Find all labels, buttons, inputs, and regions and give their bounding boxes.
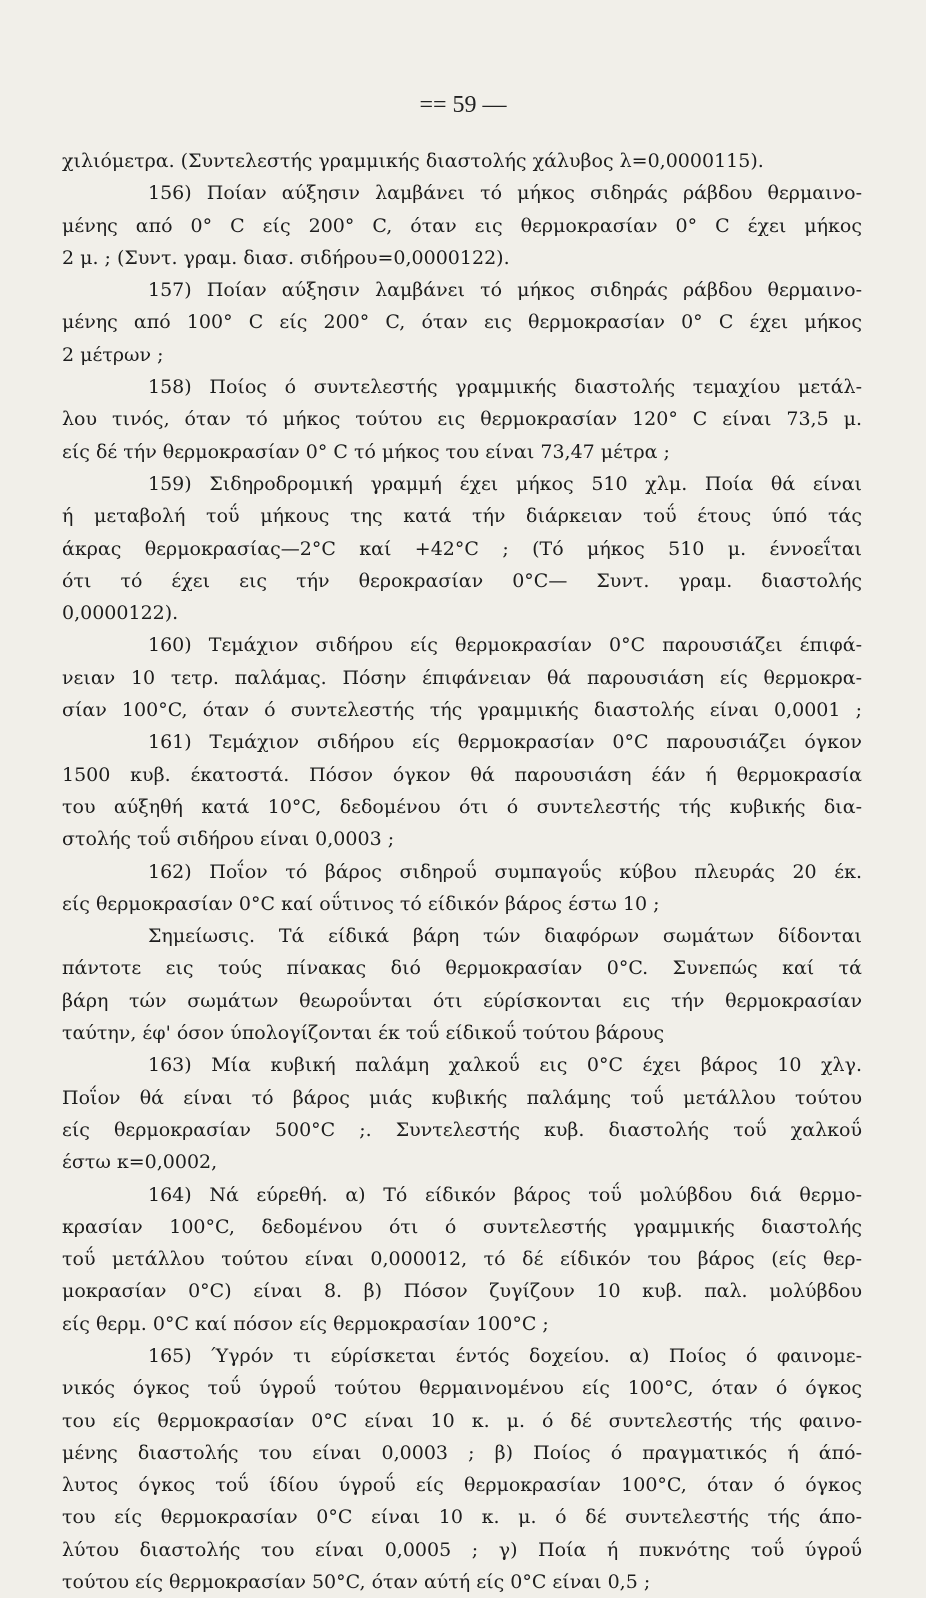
text-line: είς δέ τήν θερμοκρασίαν 0° C τό μήκος του είναι 73,47 μέτρα ;: [62, 440, 670, 463]
text-line: νειαν 10 τετρ. παλάμας. Πόσην έπιφάνειαν θά παρουσιάση είς θερμοκρα-: [62, 666, 862, 689]
text-line: 2 μέτρων ;: [62, 343, 164, 366]
text-line: 162) Ποΐον τό βάρος σιδηροΰ συμπαγοΰς κύβου πλευράς 20 έκ.: [148, 860, 862, 883]
text-line: έστω κ=0,0002,: [62, 1151, 218, 1174]
text-line: 158) Ποίος ό συντελεστής γραμμικής διαστολής τεμαχίου μετάλ-: [148, 376, 862, 399]
text-line: Ποΐον θά είναι τό βάρος μιάς κυβικής παλάμης τοΰ μετάλλου τούτου: [62, 1086, 862, 1109]
text-line: βάρη τών σωμάτων θεωροΰνται ότι εύρίσκονται εις τήν θερμοκρασίαν: [62, 989, 862, 1012]
text-line: 157) Ποίαν αύξησιν λαμβάνει τό μήκος σιδηράς ράβδου θερμαινο-: [148, 279, 862, 302]
page-number: == 59 —: [419, 92, 507, 118]
text-line: άκρας θερμοκρασίας—2°C καί +42°C ; (Τό μήκος 510 μ. έννοεΐται: [62, 537, 862, 560]
text-line: 161) Τεμάχιον σιδήρου είς θερμοκρασίαν 0°C παρουσιάζει όγκον: [148, 731, 862, 754]
text-line: 2 μ. ; (Συντ. γραμ. διασ. σιδήρου=0,0000122).: [62, 246, 510, 269]
text-line: 164) Νά εύρεθή. α) Τό είδικόν βάρος τοΰ μολύβδου διά θερμο-: [148, 1183, 862, 1206]
text-line: είς θερμοκρασίαν 500°C ;. Συντελεστής κυβ. διαστολής τοΰ χαλκοΰ: [62, 1118, 862, 1141]
text-line: του είς θερμοκρασίαν 0°C είναι 10 κ. μ. ό δέ συντελεστής τής φαινο-: [62, 1409, 862, 1432]
text-line: Σημείωσις. Τά είδικά βάρη τών διαφόρων σωμάτων δίδονται: [148, 925, 862, 948]
text-line: είς θερμοκρασίαν 0°C καί οΰτινος τό είδικόν βάρος έστω 10 ;: [62, 892, 660, 915]
text-line: 160) Τεμάχιον σιδήρου είς θερμοκρασίαν 0°C παρουσιάζει έπιφά-: [148, 634, 862, 657]
text-line: τούτου είς θερμοκρασίαν 50°C, όταν αύτή είς 0°C είναι 0,5 ;: [62, 1571, 651, 1594]
text-line: τοΰ μετάλλου τούτου είναι 0,000012, τό δέ είδικόν του βάρος (είς θερ-: [62, 1248, 862, 1271]
text-line: μένης διαστολής του είναι 0,0003 ; β) Ποίος ό πραγματικός ή άπό-: [62, 1441, 862, 1464]
text-line: 159) Σιδηροδρομική γραμμή έχει μήκος 510 χλμ. Ποία θά είναι: [148, 472, 862, 495]
text-line: λου τινός, όταν τό μήκος τούτου εις θερμοκρασίαν 120° C είναι 73,5 μ.: [62, 408, 862, 431]
text-line: νικός όγκος τοΰ ύγροΰ τούτου θερμαινομένου είς 100°C, όταν ό όγκος: [62, 1377, 862, 1400]
text-line: 1500 κυβ. έκατοστά. Πόσον όγκον θά παρουσιάση έάν ή θερμοκρασία: [62, 763, 862, 786]
text-line: ταύτην, έφ' όσον ύπολογίζονται έκ τοΰ είδικοΰ τούτου βάρους: [62, 1022, 665, 1045]
text-line: πάντοτε εις τούς πίνακας διό θερμοκρασίαν 0°C. Συνεπώς καί τά: [62, 957, 862, 980]
text-line: 163) Μία κυβική παλάμη χαλκοΰ εις 0°C έχει βάρος 10 χλγ.: [148, 1054, 862, 1077]
text-line: κρασίαν 100°C, δεδομένου ότι ό συντελεστής γραμμικής διαστολής: [62, 1215, 862, 1238]
text-line: 0,0000122).: [62, 602, 179, 625]
text-line: σίαν 100°C, όταν ό συντελεστής τής γραμμικής διαστολής είναι 0,0001 ;: [62, 699, 862, 722]
text-line: του είς θερμοκρασίαν 0°C είναι 10 κ. μ. ό δέ συντελεστής τής άπο-: [62, 1506, 862, 1529]
text-line: μοκρασίαν 0°C) είναι 8. β) Πόσον ζυγίζουν 10 κυβ. παλ. μολύβδου: [62, 1280, 862, 1303]
text-line: 165) Ύγρόν τι εύρίσκεται έντός δοχείου. α) Ποίος ό φαινομε-: [148, 1344, 862, 1367]
text-line: λυτος όγκος τοΰ ίδίου ύγροΰ είς θερμοκρασίαν 100°C, όταν ό όγκος: [62, 1474, 862, 1497]
text-line: του αύξηθή κατά 10°C, δεδομένου ότι ό συντελεστής τής κυβικής δια-: [62, 795, 862, 818]
text-line: χιλιόμετρα. (Συντελεστής γραμμικής διαστολής χάλυβος λ=0,0000115).: [62, 150, 764, 172]
text-line: στολής τοΰ σιδήρου είναι 0,0003 ;: [62, 828, 395, 851]
text-line: λύτου διαστολής του είναι 0,0005 ; γ) Ποία ή πυκνότης τοΰ ύγροΰ: [62, 1538, 862, 1561]
text-line: 156) Ποίαν αύξησιν λαμβάνει τό μήκος σιδηράς ράβδου θερμαινο-: [148, 182, 862, 205]
text-line: ή μεταβολή τοΰ μήκους της κατά τήν διάρκειαν τοΰ έτους ύπό τάς: [62, 505, 862, 528]
text-line: μένης από 0° C είς 200° C, όταν εις θερμοκρασίαν 0° C έχει μήκος: [62, 214, 862, 237]
body-text: [62, 145, 862, 1598]
text-line: μένης από 100° C είς 200° C, όταν εις θερμοκρασίαν 0° C έχει μήκος: [62, 311, 862, 334]
text-line: ότι τό έχει εις τήν θεροκρασίαν 0°C— Συντ. γραμ. διαστολής: [62, 569, 862, 592]
text-line: είς θερμ. 0°C καί πόσον είς θερμοκρασίαν 100°C ;: [62, 1312, 549, 1335]
